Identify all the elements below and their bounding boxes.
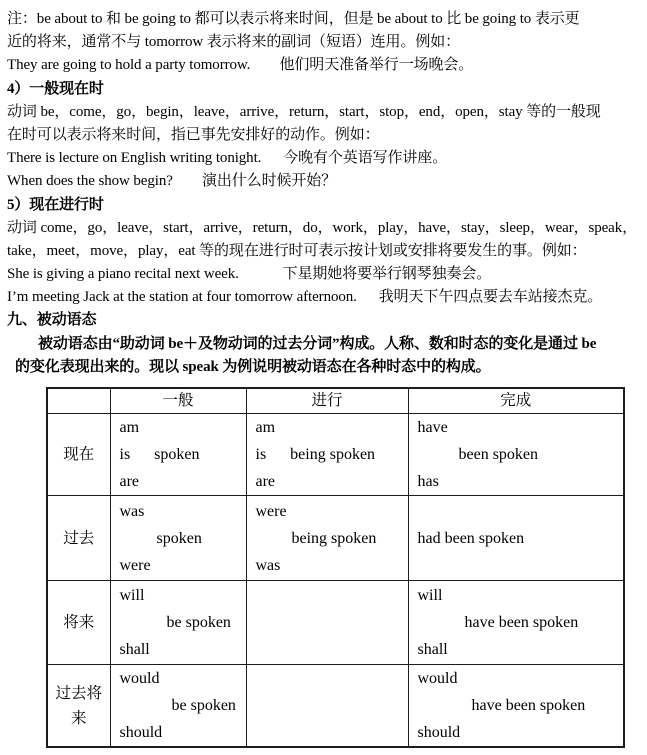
table-row — [47, 496, 624, 581]
cell-line: spoken — [156, 529, 202, 547]
cell-line: was — [119, 502, 145, 520]
text-line: 被动语态由“助动词 be＋及物动词的过去分词”构成。人称、数和时态的变化是通过 be — [38, 335, 597, 352]
cell-line: would — [119, 670, 160, 687]
text-line: 动词 be，come，go，begin，leave，arrive，return，start，stop，end，open，stay 等的一般现 — [7, 103, 601, 120]
cell-line — [247, 692, 408, 719]
row-label: 过去 — [47, 496, 110, 581]
cell-line — [247, 665, 408, 692]
cell-line — [247, 609, 408, 636]
cell-line — [247, 582, 408, 609]
cell-line: have — [417, 419, 448, 436]
cell-line: am — [255, 419, 276, 436]
table-cell — [246, 665, 408, 748]
table-header-cell: 完成 — [408, 388, 624, 414]
text-line: 动词 come，go，leave，start，arrive，return，do，work，play，have，stay，sleep，wear，speak， — [7, 219, 638, 236]
text-line: 4）一般现在时 — [7, 80, 104, 97]
cell-line: has — [417, 473, 439, 490]
table-row — [47, 665, 624, 748]
cell-line: have been spoken — [464, 614, 579, 631]
text-line: 近的将来，通常不与 tomorrow 表示将来的副词（短语）连用。例如： — [7, 34, 461, 51]
cell-line: am — [119, 419, 140, 436]
text-line: 九、被动语态 — [7, 312, 97, 329]
cell-line: were — [119, 556, 151, 574]
cell-line: would — [417, 670, 458, 687]
cell-line — [247, 636, 408, 663]
cell-line: will — [119, 587, 145, 604]
row-label: 将来 — [47, 581, 110, 665]
table-cell — [110, 496, 246, 581]
row-label: 过去将来 — [47, 665, 110, 748]
table-cell — [408, 581, 624, 665]
cell-line: should — [119, 724, 163, 741]
cell-line: had been spoken — [417, 529, 525, 547]
text-line: I’m meeting Jack at the station at four tomorrow afternoon. 我明天下午四点要去车站接杰克。 — [7, 289, 603, 306]
table-cell — [246, 414, 408, 496]
grammar-notes-text — [7, 8, 640, 379]
cell-line: should — [417, 724, 461, 741]
cell-line: is spoken — [119, 446, 200, 463]
table-cell — [408, 496, 624, 581]
table-cell — [408, 414, 624, 496]
table-row — [47, 581, 624, 665]
cell-line: be spoken — [171, 697, 236, 714]
table-header-cell: 进行 — [246, 388, 408, 414]
table-header-row — [47, 388, 624, 414]
table-cell — [110, 665, 246, 748]
text-line: take，meet，move，play，eat 等的现在进行时可表示按计划或安排将要发生的事。例如： — [7, 242, 587, 259]
cell-line: is being spoken — [255, 446, 376, 463]
cell-line: are — [255, 473, 276, 490]
text-line: 的变化表现出来的。现以 speak 为例说明被动语态在各种时态中的构成。 — [15, 358, 491, 375]
text-line: She is giving a piano recital next week. 下星期她将要举行钢琴独奏会。 — [7, 266, 492, 283]
cell-line: being spoken — [291, 529, 377, 547]
cell-line: been spoken — [458, 446, 539, 463]
table-cell — [246, 581, 408, 665]
table-corner-cell — [47, 388, 110, 414]
table-row — [47, 414, 624, 496]
text-line: 在时可以表示将来时间，指已事先安排好的动作。例如： — [7, 126, 380, 143]
text-line: They are going to hold a party tomorrow. 他们明天准备举行一场晚会。 — [7, 57, 474, 74]
cell-line — [409, 552, 624, 579]
cell-line: be spoken — [166, 614, 231, 631]
table-header-cell: 一般 — [110, 388, 246, 414]
cell-line: were — [255, 502, 287, 520]
text-line: When does the show begin? 演出什么时候开始？ — [7, 173, 337, 190]
cell-line: will — [417, 587, 443, 604]
row-label: 现在 — [47, 414, 110, 496]
text-line: 注：be about to 和 be going to 都可以表示将来时间，但是 be about to 比 be going to 表示更 — [7, 11, 580, 27]
cell-line: shall — [417, 641, 448, 658]
text-line: There is lecture on English writing tonight. 今晚有个英语写作讲座。 — [7, 150, 448, 167]
table-cell — [246, 496, 408, 581]
cell-line: shall — [119, 641, 150, 658]
passive-voice-table — [46, 387, 625, 748]
cell-line: are — [119, 473, 140, 490]
table-cell — [110, 581, 246, 665]
table-cell — [408, 665, 624, 748]
cell-line: have been spoken — [471, 697, 586, 714]
text-line: 5）现在进行时 — [7, 196, 104, 213]
table-cell — [110, 414, 246, 496]
cell-line — [247, 719, 408, 746]
cell-line: was — [255, 556, 281, 574]
cell-line — [409, 498, 624, 525]
